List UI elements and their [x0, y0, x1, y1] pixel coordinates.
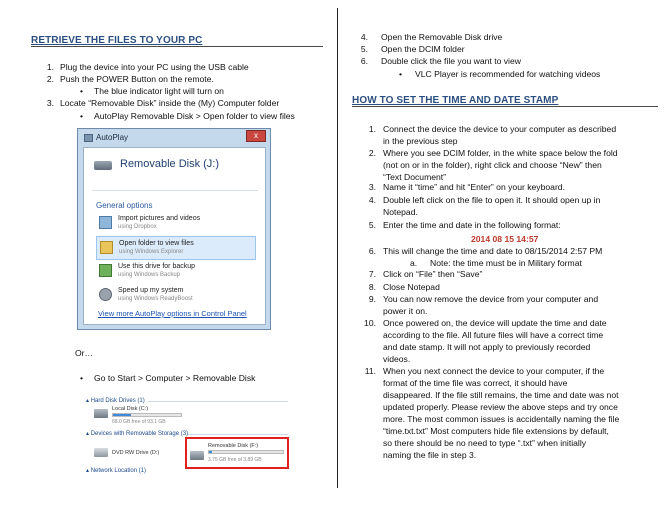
local-disk-usage-fill: [113, 414, 131, 416]
option-title: Use this drive for backup: [118, 263, 196, 270]
step-number: 9.: [368, 294, 376, 304]
step-number: 4.: [360, 32, 368, 42]
step-number: 5.: [368, 220, 376, 230]
step-text-line: more. The most common issues is accidentally naming the file: [383, 414, 620, 424]
category-rule: [188, 434, 288, 435]
step-text: Plug the device into your PC using the USB cable: [60, 62, 249, 72]
step-text-line: format of the time file was correct, it should have: [383, 378, 568, 388]
option-subtitle: using Windows ReadyBoost: [118, 296, 193, 302]
autoplay-body: [83, 147, 266, 325]
step-text-line: You can now remove the device from your computer and: [383, 294, 599, 304]
speed-icon: [99, 288, 112, 301]
or-text: Or…: [75, 348, 94, 358]
step-text-line: in the previous step: [383, 136, 458, 146]
step-number: 8.: [368, 282, 376, 292]
option-subtitle: using Dropbox: [118, 224, 157, 230]
heading-rule: [31, 46, 323, 47]
bullet-dot: •: [80, 111, 84, 121]
more-autoplay-options-link[interactable]: View more AutoPlay options in Control Panel: [98, 309, 247, 318]
category-network-location[interactable]: ▴ Network Location (1): [86, 468, 147, 474]
photos-icon: [99, 216, 112, 229]
step-number: 3.: [368, 182, 376, 192]
step-number: 4.: [368, 195, 376, 205]
backup-icon: [99, 264, 112, 277]
step-text-line: Enter the time and date in the following format:: [383, 220, 561, 230]
removable-disk-free: 3.75 GB free of 3.89 GB: [208, 457, 262, 463]
option-backup[interactable]: [96, 260, 256, 284]
bullet-dot: •: [399, 69, 403, 79]
step-text-line: (not on or in the folder), right click and choose “New” then: [383, 160, 602, 170]
divider: [92, 190, 258, 191]
step-text-line: so there should be no need to type “.txt” when initially: [383, 438, 587, 448]
local-disk-usage-bar: [112, 413, 182, 417]
step-number: 1.: [46, 62, 54, 72]
autoplay-title: AutoPlay: [96, 133, 129, 142]
step-text-line: “Text Document”: [383, 172, 447, 182]
bullet-dot: •: [80, 373, 84, 383]
note-text: Note: the time must be in Military format: [430, 258, 582, 268]
computer-window: [84, 396, 292, 474]
category-removable-storage[interactable]: ▴ Devices with Removable Storage (3): [86, 431, 189, 437]
option-import-pictures[interactable]: [96, 212, 256, 236]
step-text-line: Where you see DCIM folder, in the white space below the fold: [383, 148, 618, 158]
bullet-text: The blue indicator light will turn on: [94, 86, 224, 96]
step-number: 6.: [368, 246, 376, 256]
step-number: 6.: [360, 56, 368, 66]
step-text-line: Click on “File” then “Save”: [383, 269, 483, 279]
local-disk-label[interactable]: Local Disk (C:): [112, 406, 149, 412]
autoplay-titlebar: [82, 131, 268, 145]
step-text-line: according to the file. All future files will have a correct time: [383, 330, 604, 340]
removable-disk-label[interactable]: Removable Disk (F:): [208, 443, 259, 449]
dvd-drive-icon: [94, 448, 108, 457]
step-text-line: disappeared. If the file still remains, the time and date was not: [383, 390, 619, 400]
category-rule: [148, 401, 288, 402]
bullet-text: AutoPlay Removable Disk > Open folder to view files: [94, 111, 295, 121]
step-text-line: Once powered on, the device will update the time and date: [383, 318, 607, 328]
local-disk-icon: [94, 409, 108, 418]
step-number: 7.: [368, 269, 376, 279]
removable-drive-icon: [94, 161, 112, 170]
step-number: 1.: [368, 124, 376, 134]
step-text-line: “time.txt.txt” Most computers hide file extensions by default,: [383, 426, 609, 436]
step-text-line: When you next connect the device to your computer, if the: [383, 366, 605, 376]
step-text: Double click the file you want to view: [381, 56, 521, 66]
option-title: Open folder to view files: [119, 240, 194, 247]
step-text-line: naming the file in step 3.: [383, 450, 477, 460]
step-text-line: This will change the time and date to 08/15/2014 2:57 PM: [383, 246, 603, 256]
folder-icon: [100, 241, 113, 254]
step-number: 2.: [368, 148, 376, 158]
category-hard-disk-drives[interactable]: ▴ Hard Disk Drives (1): [86, 398, 145, 404]
option-subtitle: using Windows Backup: [118, 272, 181, 278]
option-subtitle: using Windows Explorer: [119, 249, 184, 255]
autoplay-icon: [84, 134, 93, 142]
step-text-line: and date stamp. It will not apply to previously recorded: [383, 342, 591, 352]
heading-rule: [352, 106, 658, 107]
general-options-label: General options: [96, 201, 153, 210]
format-example: 2014 08 15 14:57: [471, 234, 539, 244]
step-text-line: Notepad.: [383, 207, 418, 217]
option-title: Speed up my system: [118, 287, 184, 294]
step-text: Open the Removable Disk drive: [381, 32, 503, 42]
option-readyboost[interactable]: [96, 284, 256, 308]
note-letter: a.: [410, 258, 418, 268]
step-number: 3.: [46, 98, 54, 108]
step-text-line: Name it “time” and hit “Enter” on your keyboard.: [383, 182, 565, 192]
step-text-line: Connect the device the device to your computer as described: [383, 124, 617, 134]
dvd-drive-label[interactable]: DVD RW Drive (D:): [112, 450, 160, 456]
step-text-line: updated properly. Please review the above steps and try once: [383, 402, 618, 412]
bullet-dot: •: [80, 86, 84, 96]
step-number: 5.: [360, 44, 368, 54]
step-text-line: videos.: [383, 354, 411, 364]
step-text: Push the POWER Button on the remote.: [60, 74, 214, 84]
highlight-box: [185, 437, 289, 469]
close-button[interactable]: x: [246, 130, 266, 142]
time-date-heading: HOW TO SET THE TIME AND DATE STAMP: [352, 95, 559, 106]
column-divider: [337, 8, 338, 488]
step-text-line: Close Notepad: [383, 282, 440, 292]
step-text-line: power it on.: [383, 306, 428, 316]
step-text: Locate “Removable Disk” inside the (My) Computer folder: [60, 98, 280, 108]
local-disk-free: 68.0 GB free of 93.1 GB: [112, 419, 166, 425]
step-text: Open the DCIM folder: [381, 44, 465, 54]
autoplay-disk-name: Removable Disk (J:): [120, 158, 220, 170]
step-number: 11.: [364, 366, 376, 376]
retrieve-files-heading: RETRIEVE THE FILES TO YOUR PC: [31, 35, 203, 46]
option-open-folder[interactable]: [96, 236, 256, 260]
option-title: Import pictures and videos: [118, 215, 201, 222]
step-number: 10.: [364, 318, 376, 328]
bullet-text: Go to Start > Computer > Removable Disk: [94, 373, 256, 383]
step-number: 2.: [46, 74, 54, 84]
step-text-line: Double left click on the file to open it. It should open up in: [383, 195, 601, 205]
bullet-text: VLC Player is recommended for watching videos: [415, 69, 601, 79]
autoplay-window: [77, 128, 271, 330]
